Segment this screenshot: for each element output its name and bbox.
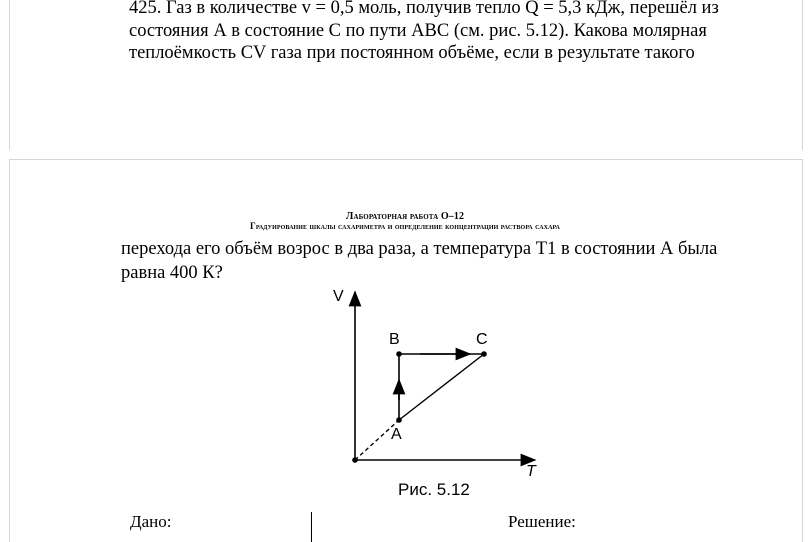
segment-a-c bbox=[399, 354, 484, 420]
lab-subtitle: Градуирование шкалы сахариметра и определение концентрации раствора сахара bbox=[250, 221, 560, 231]
continuation-line-2: равна 400 К? bbox=[121, 263, 223, 283]
lab-title: Лабораторная работа О–12 bbox=[345, 211, 465, 222]
problem-line-2: состояния А в состояние С по пути АВС (см. рис. 5.12). Какова молярная bbox=[129, 20, 707, 41]
problem-text bbox=[129, 0, 749, 65]
point-c-dot bbox=[481, 351, 487, 357]
point-origin bbox=[352, 457, 358, 463]
figure-caption: Рис. 5.12 bbox=[398, 480, 470, 499]
page-sheet-top bbox=[10, 0, 802, 150]
axis-t-label: T bbox=[526, 463, 536, 480]
point-a-dot bbox=[396, 417, 402, 423]
problem-line-1: 425. Газ в количестве v = 0,5 моль, получив тепло Q = 5,3 кДж, перешёл из bbox=[129, 0, 719, 18]
point-b-dot bbox=[396, 351, 402, 357]
given-solution-divider bbox=[311, 512, 312, 542]
point-a-label: A bbox=[391, 426, 402, 443]
point-b-label: B bbox=[389, 331, 400, 348]
axis-v-label: V bbox=[333, 288, 344, 305]
continuation-line-1: перехода его объём возрос в два раза, а температура Т1 в состоянии А была bbox=[121, 239, 718, 259]
solution-label: Решение: bbox=[508, 512, 576, 531]
given-label: Дано: bbox=[130, 512, 172, 531]
vt-diagram bbox=[330, 282, 550, 512]
point-c-label: C bbox=[476, 331, 488, 348]
page-gap bbox=[0, 150, 810, 160]
continuation-text bbox=[121, 237, 741, 285]
figure-5-12 bbox=[330, 282, 550, 512]
problem-line-3: теплоёмкость CV газа при постоянном объёме, если в результате такого bbox=[129, 43, 695, 63]
